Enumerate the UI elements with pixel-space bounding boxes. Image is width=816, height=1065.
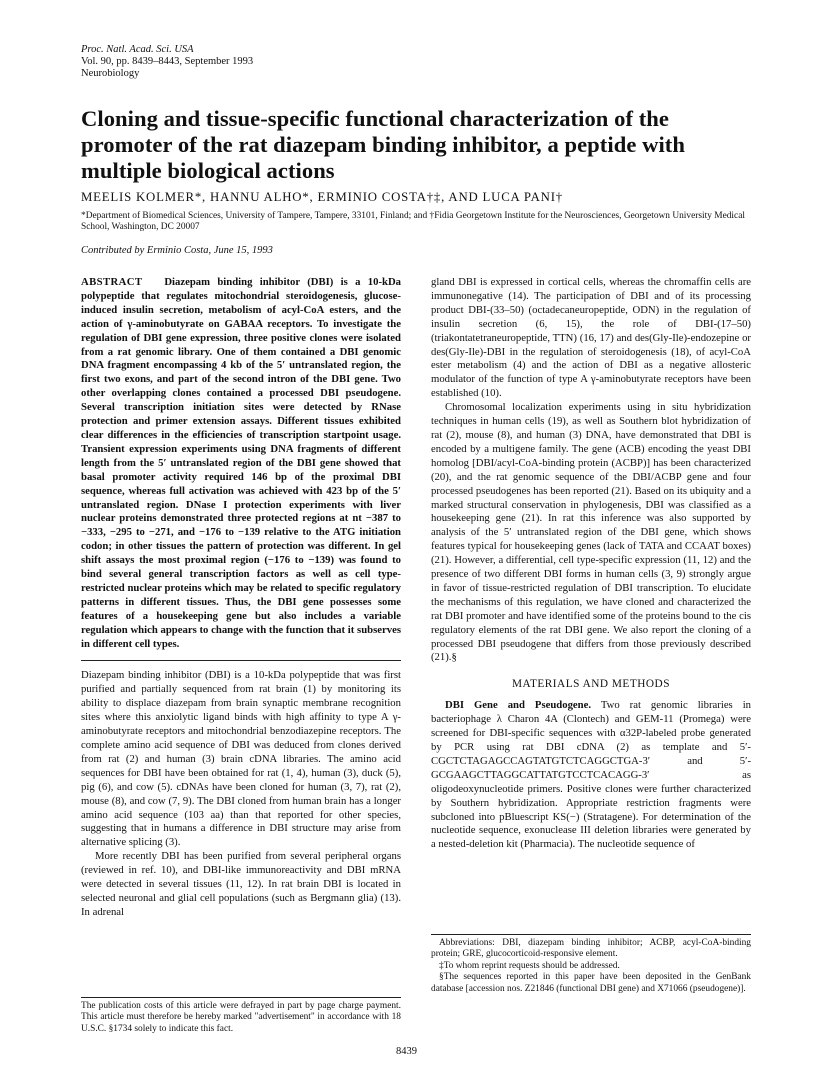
- methods-text: Two rat genomic libraries in bacteriophage λ Charon 4A (Clontech) and GEM-11 (Promega) were screened for DBI-specific sequences with α32P-labeled probe generated by PCR using rat DBI cDNA (2) as template and 5′-CGCTCTAGAGCCAGTATGTCTCAGGCTGA-3′ and 5′-GCGAAGCTTAGGCATTATGTCCTCACAGG-3′ as oligodeoxynucleotide primers. Positive clones were further characterized by Southern hybridization. Appropriate restriction fragments were subcloned into pBluescript KS(−) (Stratagene). For determination of the nucleotide sequence, exonuclease III deletion libraries were generated by a nested-deletion kit (Pharmacia). The nucleotide sequence of: [431, 699, 752, 851]
- footnotes: [431, 934, 751, 995]
- journal-section: Neurobiology: [81, 68, 140, 79]
- contributed-by: Contributed by Erminio Costa, June 15, 1993: [81, 245, 273, 256]
- abstract-text: Diazepam binding inhibitor (DBI) is a 10-kDa polypeptide that regulates mitochondrial steroidogenesis, glucose-induced insulin secretion, metabolism of acyl-CoA esters, and the action of γ-aminobutyrate on GABAA receptors. To investigate the regulation of DBI gene expression, three positive clones were isolated from a rat genomic library. One of them contained a DBI genomic DNA fragment encompassing 4 kb of the 5′ untranslated region, the first two exons, and part of the second intron of the DBI gene. Two other overlapping clones contained a processed DBI pseudogene. Several transcription initiation sites were detected by RNase protection and primer extension assays. Different tissues exhibited clear differences in the efficiencies of transcription startpoint usage. Transient expression experiments using DNA fragments of different length from the 5′ untranslated region of the DBI gene showed that basal promoter activity required 146 bp of the proximal DBI sequence, whereas full activation was achieved with 423 bp of the 5′ untranslated region. DNase I protection experiments with liver nuclear proteins demonstrated three protected regions at nt −387 to −333, −295 to −271, and −176 to −139 relative to the ATG initiation codon; in other tissues the pattern of protection was different. In gel shift assays the most proximal region (−176 to −139) was found to bind several general transcription factors as well as cell type-restricted nuclear proteins which may be related to specific regulatory patterns in different tissues. Thus, the DBI gene possesses some features of a housekeeping gene but also includes a variable regulation which appears to change with the function that it subserves in different cell types.: [81, 276, 402, 650]
- footnote-abbreviations: Abbreviations: DBI, diazepam binding inhibitor; ACBP, acyl-CoA-binding protein; GRE, glucocorticoid-responsive element.: [431, 938, 751, 960]
- abstract-divider: [81, 660, 401, 661]
- page-number: 8439: [396, 1046, 417, 1057]
- intro-paragraph-2: More recently DBI has been purified from several peripheral organs (reviewed in ref. 10), and DBI-like immunoreactivity and DBI mRNA were detected in several tissues (11, 12). In rat brain DBI is located in selected neuronal and glial cell populations (such as Bergmann glia) (13). In adrenal: [81, 850, 401, 918]
- intro-paragraph-2-continued: gland DBI is expressed in cortical cells, whereas the chromaffin cells are immunonegative (14). The participation of DBI and of its processing product DBI-(33–50) (octadecaneuropeptide, ODN) in the regulation of insulin secretion (6, 15), the role of DBI-(17–50) (triakontatetraneuropeptide, TTN) (16, 17) and des(Gly-Ile)-endozepine or des(Gly-Ile)-DBI in the regulation of steroidogenesis (18), of acyl-CoA ester metabolism (4) and the action of DBI as a negative allosteric modulator of the function of type A γ-aminobutyrate receptors have been established (10).: [431, 276, 751, 400]
- publication-notice: [81, 997, 401, 1035]
- footnote-genbank: §The sequences reported in this paper have been deposited in the GenBank database [accession nos. Z21846 (functional DBI gene) and X71066 (pseudogene)].: [431, 972, 751, 994]
- author-list: MEELIS KOLMER*, HANNU ALHO*, ERMINIO COSTA†‡, AND LUCA PANI†: [81, 190, 563, 204]
- abstract-heading: ABSTRACT: [81, 276, 143, 288]
- right-column: [431, 276, 751, 852]
- methods-paragraph: [431, 699, 751, 852]
- journal-name: Proc. Natl. Acad. Sci. USA: [81, 44, 194, 55]
- publication-notice-text: The publication costs of this article were defrayed in part by page charge payment. This article must therefore be hereby marked "advertisement" in accordance with 18 U.S.C. §1734 solely to indicate this fact.: [81, 1001, 401, 1034]
- affiliations: *Department of Biomedical Sciences, University of Tampere, Tampere, 33101, Finland; and †Fidia Georgetown Institute for the Neurosciences, Georgetown University Medical School, Washington, DC 20007: [81, 211, 745, 233]
- intro-paragraph-1: Diazepam binding inhibitor (DBI) is a 10-kDa polypeptide that was first purified and partially sequenced from rat brain (1) by monitoring its ability to displace diazepam from brain synaptic membrane recognition sites where this anxiolytic ligand binds with high affinity to type A γ-aminobutyrate receptors and mitochondrial benzodiazepine receptors. The complete amino acid sequence of DBI was deduced from clones derived from rat (2) and human (3) brain cDNA libraries. The amino acid sequences for DBI have been obtained for rat (1, 4), human (3), duck (5), pig (6), and cow (5). cDNAs have been cloned for human (3, 7), rat (2), mouse (8), and cow (7, 9). The DBI cloned from human brain has a longer amino acid sequence (103 aa) than that reported for other species, suggesting that in humans a difference in DBI structure may arise from alternative splicing (3).: [81, 669, 401, 849]
- intro-paragraph-3: Chromosomal localization experiments using in situ hybridization techniques in human cells (19), as well as Southern blot hybridization of rat (2), mouse (8), and human (3) DNA, have demonstrated that DBI is encoded by a multigene family. The gene (ACB) encoding the yeast DBI homolog [DBI/acyl-CoA-binding protein (ACBP)] has been characterized (20), and the rat genomic sequence of the DBI/ACBP gene and four processed pseudogenes has been reported (21). Based on its ubiquity and a marked structural conservation in phylogenesis, DBI was classified as a housekeeping gene (21). In rat this inference was also supported by analysis of the 5′ untranslated region of the DBI gene, which shows features typical for housekeeping genes (lack of TATA and CCAAT boxes) (21). However, a differential, cell type-specific expression (11, 12) and the presence of two different DBI forms in human cells (3, 9) strongly argue in favor of tissue-restricted regulation of DBI transcription. To elucidate the mechanisms of this regulation, we have cloned and characterized the rat DBI promoter and have identified some of the proteins bound to the cis regulatory elements of the rat DBI gene. We also report the cloning of a processed DBI pseudogene that differs from those previously described (21).§: [431, 401, 751, 664]
- methods-heading: MATERIALS AND METHODS: [512, 678, 670, 691]
- journal-header: [81, 44, 253, 80]
- methods-run-head: DBI Gene and Pseudogene.: [445, 699, 592, 712]
- left-column: [81, 276, 401, 920]
- footnote-reprints: ‡To whom reprint requests should be addressed.: [439, 960, 620, 971]
- abstract: [81, 276, 401, 651]
- volume-line: Vol. 90, pp. 8439–8443, September 1993: [81, 56, 254, 67]
- article-title: Cloning and tissue-specific functional characterization of the promoter of the rat diazepam binding inhibitor, a peptide with multiple biological actions: [81, 106, 685, 183]
